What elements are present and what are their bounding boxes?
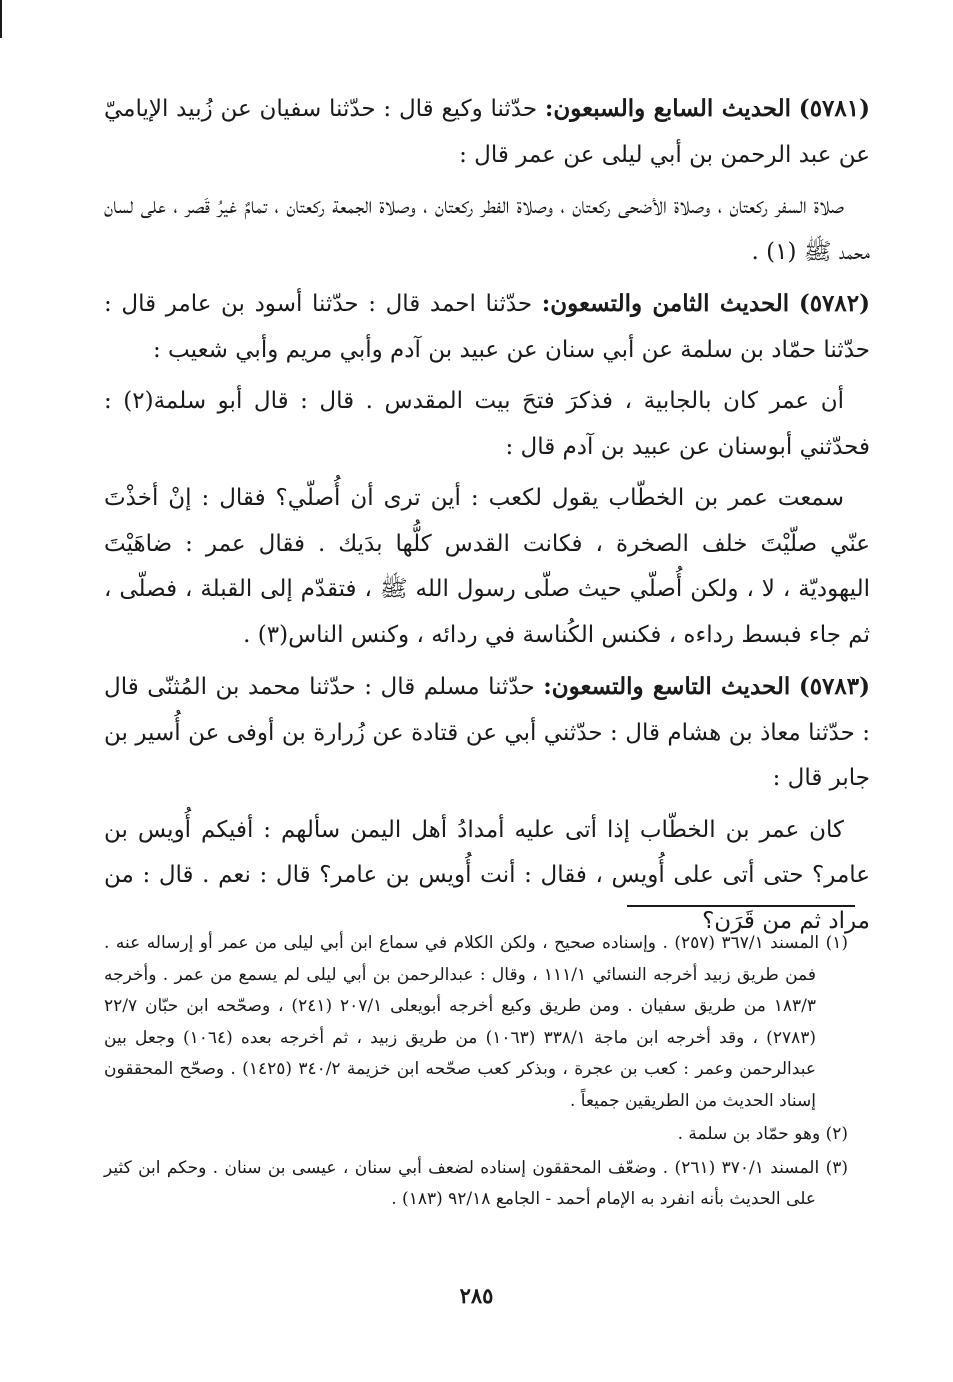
main-text [104,86,870,950]
footnotes [104,928,848,1218]
hadith-5783-title: الحديث التاسع والتسعون: [543,673,791,700]
hadith-5782-text-1: أن عمر كان بالجابية ، فذكرَ فتحَ بيت المقدس . قال : قال أبو سلمة(٢) : فحدّثني أبوسنان عن عبيد بن آدم قال : [104,388,870,460]
hadith-5781-text: صلاة السفر ركعتان ، وصلاة الأضحى ركعتان ، وصلاة الفطر ركعتان ، وصلاة الجمعة ركعتان ، تمامٌ غيرُ قَصر ، على لسان محمد ﷺ (١) . [104,193,870,265]
hadith-5782-number: (٥٧٨٢) [798,290,871,317]
footnote-separator [627,905,855,907]
hadith-5781-number: (٥٧٨١) [798,95,870,122]
hadith-5781-entry [104,86,870,178]
footnote-3: (٣) المسند ٣٧٠/١ (٢٦١) . وضعّف المحققون إسناده لضعف أبي سنان ، عيسى بن سنان . وحكم ابن كثير على الحديث بأنه انفرد به الإمام أحمد - الجامع ٩٢/١٨ (١٨٣) . [104,1157,848,1209]
footnote-2: (٢) وهو حمّاد بن سلمة . [677,1124,848,1144]
footnote-1: (١) المسند ٣٦٧/١ (٢٥٧) . وإسناده صحيح ، ولكن الكلام في سماع ابن أبي ليلى من عمر أو إرساله عنه . فمن طريق زبيد أخرجه النسائي ١١١/١ ، وقال : عبدالرحمن بن أبي ليلى لم يسمع من عمر . وأخرجه ١٨٣/٣ من طريق سفيان . ومن طريق وكيع أخرجه أبويعلى ٢٠٧/١ (٢٤١) ، وصحّحه ابن حبّان ٢٢/٧ (٢٧٨٣) ، وقد أخرجه ابن ماجة ٣٣٨/١ (١٠٦٣) من طريق زبيد ، ثم أخرجه بعده (١٠٦٤) وجعل بين عبدالرحمن وعمر : كعب بن عجرة ، وبذكر كعب صحّحه ابن خزيمة ٣٤٠/٢ (١٤٢٥) . وصحّح المحققون إسناد الحديث من الطريقين جميعاً . [104,933,849,1111]
hadith-5781-isnad: حدّثنا وكيع قال : حدّثنا سفيان عن زُبيد الإياميّ عن عبد الرحمن بن أبي ليلى عن عمر قال : [104,96,870,168]
page-edge-mark [0,0,2,38]
hadith-5783-entry [104,664,870,802]
page-number: ٢٨٥ [459,1283,494,1308]
hadith-5782-title: الحديث الثامن والتسعون: [541,290,790,317]
hadith-5783-number: (٥٧٨٣) [798,673,871,700]
hadith-5782-entry [104,281,870,373]
hadith-5783-text: كان عمر بن الخطّاب إذا أتى عليه أمدادُ أهل اليمن سألهم : أفيكم أُويس بن عامر؟ حتى أتى على أُويس ، فقال : أنت أُويس بن عامر؟ قال : نعم . قال : من مراد ثم من قَرَن؟ [104,816,870,934]
hadith-5782-text-2: سمعت عمر بن الخطّاب يقول لكعب : أين ترى أن أُصلّي؟ فقال : إنْ أخذْتَ عنّي صلّيْتَ خلف الصخرة ، فكانت القدس كلُّها بدَيك . فقال عمر : ضاهَيْتَ اليهوديّة ، لا ، ولكن أُصلّي حيث صلّى رسول الله ﷺ ، فتقدّم إلى القبلة ، فصلّى ، ثم جاء فبسط رداءه ، فكنس الكُناسة في ردائه ، وكنس الناس(٣) . [104,485,871,648]
hadith-5782-isnad: حدّثنا احمد قال : حدّثنا أسود بن عامر قال : حدّثنا حمّاد بن سلمة عن أبي سنان عن عبيد بن آدم وأبي مريم وأبي شعيب : [104,291,870,363]
hadith-5783-isnad: حدّثنا مسلم قال : حدّثنا محمد بن المُثنّى قال : حدّثنا معاذ بن هشام قال : حدّثني أبي عن قتادة عن زُرارة بن أوفى عن أُسير بن جابر قال : [104,674,870,791]
hadith-5781-title: الحديث السابع والسبعون: [544,95,792,122]
